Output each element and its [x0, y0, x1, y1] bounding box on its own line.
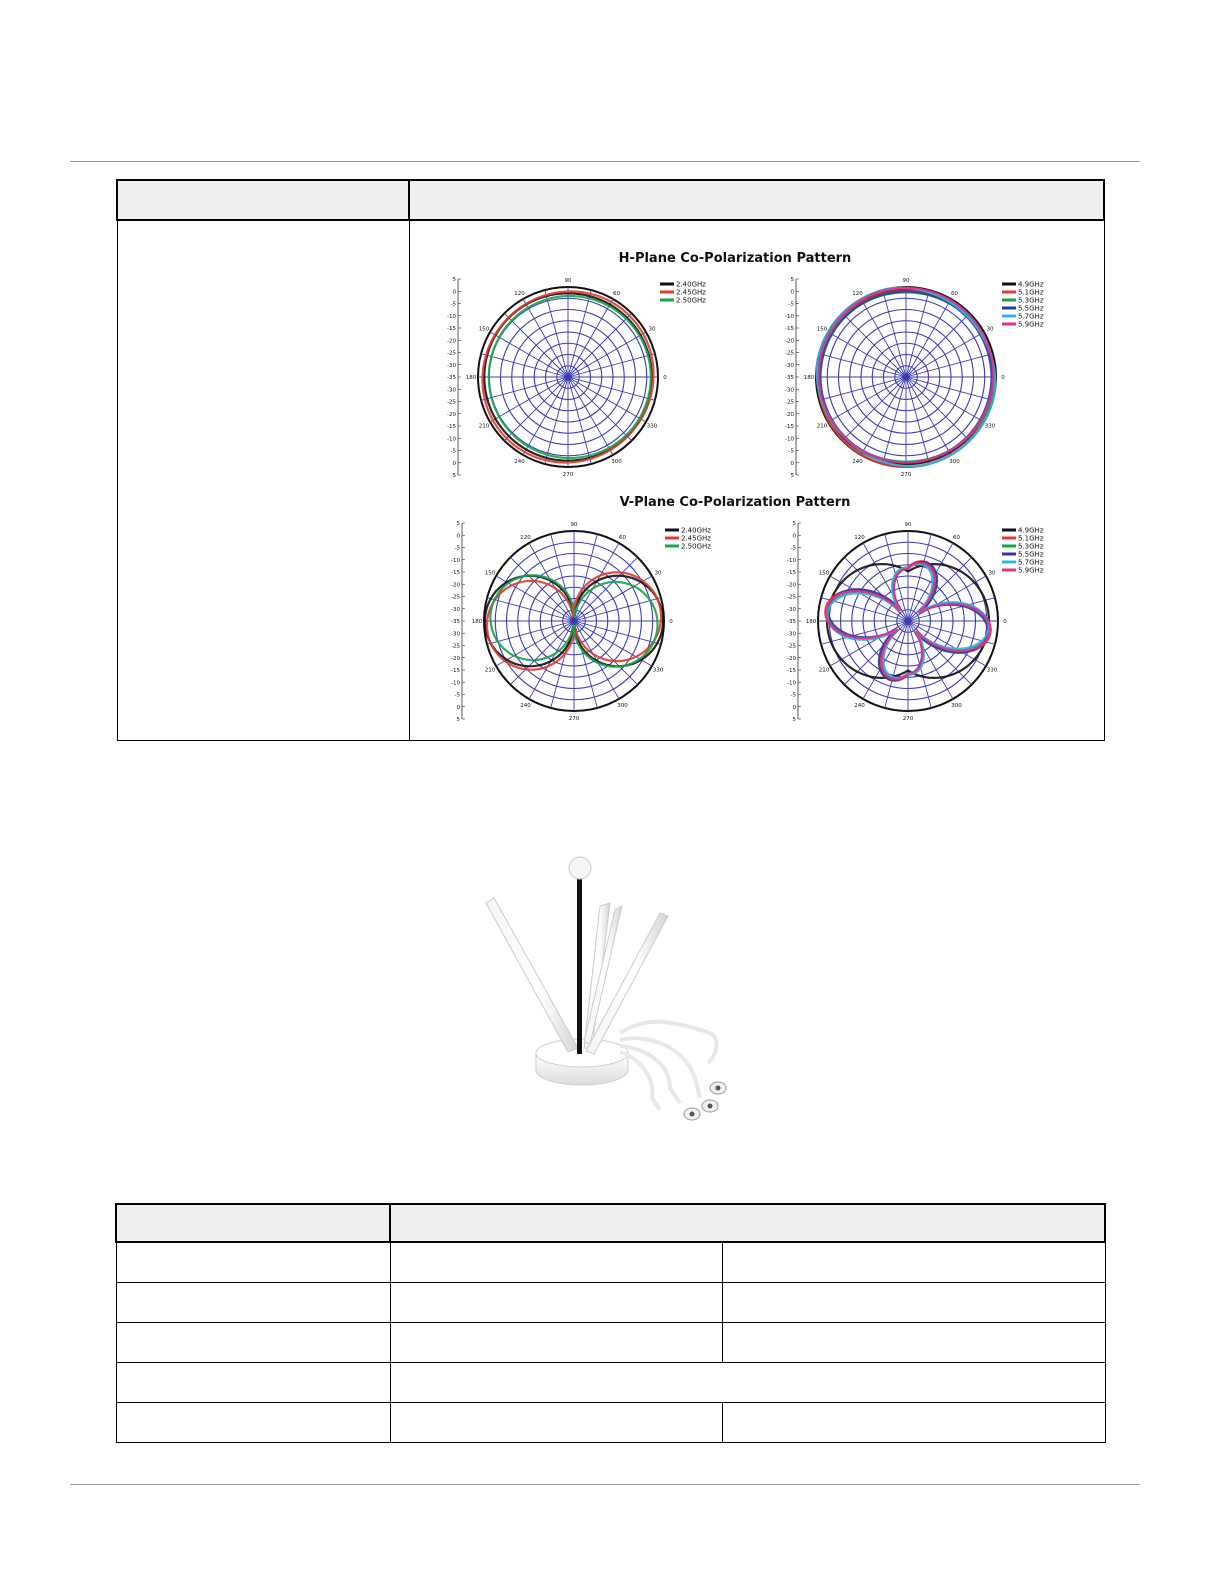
radial-tick-label: -20 — [451, 582, 460, 589]
radial-tick-label: -5 — [450, 448, 456, 455]
radial-tick-label: -20 — [451, 655, 460, 662]
radial-tick-label: -35 — [785, 375, 794, 381]
angle-label: 300 — [949, 459, 960, 466]
spec-table — [115, 1203, 1106, 1443]
table-cell — [116, 1322, 390, 1362]
radial-tick-label: -15 — [787, 570, 796, 576]
radial-tick-label: -20 — [785, 338, 794, 345]
radial-tick-label: 0 — [452, 460, 456, 467]
angle-label: 270 — [902, 716, 914, 722]
angle-label: 180 — [803, 375, 815, 381]
angle-label: 150 — [818, 570, 830, 577]
angle-label: 330 — [646, 423, 658, 430]
radial-tick-label: 0 — [790, 289, 794, 296]
table-cell — [116, 1242, 390, 1282]
table-row — [116, 1362, 1105, 1402]
angle-label: 180 — [805, 619, 817, 625]
radial-tick-label: -10 — [787, 680, 796, 687]
angle-label: 330 — [986, 667, 998, 674]
angle-label: 210 — [484, 667, 496, 674]
radial-tick-label: -25 — [785, 399, 794, 406]
legend-label: 5.5GHz — [1018, 304, 1044, 313]
radial-tick-label: -25 — [787, 594, 796, 601]
radial-tick-label: 5 — [792, 717, 796, 723]
pattern-table-header — [117, 180, 1104, 220]
angle-label: 240 — [520, 703, 531, 710]
table-row — [116, 1282, 1105, 1322]
radial-tick-label: -10 — [785, 313, 794, 320]
legend-label: 5.7GHz — [1018, 312, 1044, 321]
radial-tick-label: -30 — [447, 362, 456, 369]
radial-tick-label: 0 — [452, 289, 456, 296]
legend-label: 5.3GHz — [1018, 542, 1044, 551]
radial-tick-label: 0 — [792, 533, 796, 540]
table-cell — [116, 1282, 390, 1322]
radial-tick-label: -5 — [788, 448, 794, 455]
angle-label: 0 — [1001, 375, 1005, 381]
table-cell — [116, 1402, 390, 1442]
radial-tick-label: -25 — [451, 643, 460, 650]
angle-label: 240 — [854, 703, 865, 710]
radial-tick-label: -25 — [451, 594, 460, 601]
radial-tick-label: -35 — [451, 619, 460, 625]
radial-tick-label: 0 — [456, 704, 460, 711]
antenna-product-image — [470, 848, 760, 1133]
radial-tick-label: -20 — [447, 411, 456, 418]
pattern-table-header-cell — [117, 180, 409, 220]
legend-label: 2.50GHz — [676, 296, 706, 305]
radial-tick-label: 5 — [790, 473, 794, 479]
radial-tick-label: -5 — [450, 301, 456, 308]
radial-tick-label: -30 — [451, 631, 460, 638]
radial-tick-label: -10 — [447, 313, 456, 320]
legend-label: 4.9GHz — [1018, 526, 1044, 535]
table-cell — [390, 1402, 722, 1442]
radial-tick-label: -5 — [790, 692, 796, 699]
legend-label: 2.50GHz — [681, 542, 711, 551]
table-cell — [390, 1362, 1105, 1402]
radial-tick-label: 5 — [452, 277, 456, 283]
angle-label: 0 — [663, 375, 667, 381]
radial-tick-label: -30 — [787, 631, 796, 638]
angle-label: 240 — [514, 459, 525, 466]
radial-tick-label: 0 — [790, 460, 794, 467]
angle-label: 120 — [514, 290, 525, 297]
angle-label: 60 — [951, 290, 958, 297]
radial-tick-label: -25 — [447, 350, 456, 357]
angle-label: 60 — [953, 534, 960, 541]
radial-tick-label: -15 — [787, 668, 796, 674]
legend-label: 5.7GHz — [1018, 558, 1044, 567]
radial-tick-label: 0 — [792, 704, 796, 711]
angle-label: 300 — [611, 459, 622, 466]
radial-tick-label: -15 — [451, 570, 460, 576]
radial-tick-label: -20 — [787, 655, 796, 662]
angle-label: 180 — [465, 375, 477, 381]
angle-label: 210 — [478, 423, 490, 430]
angle-label: 120 — [854, 534, 865, 541]
pattern-table-header-cell — [409, 180, 1104, 220]
table-cell — [116, 1362, 390, 1402]
angle-label: 240 — [852, 459, 863, 466]
angle-label: 0 — [1003, 619, 1007, 625]
radial-tick-label: -15 — [447, 424, 456, 430]
angle-label: 30 — [648, 326, 656, 333]
angle-label: 60 — [613, 290, 620, 297]
angle-label: 60 — [619, 534, 626, 541]
angle-label: 30 — [988, 570, 996, 577]
table-cell — [722, 1282, 1105, 1322]
radial-tick-label: -15 — [785, 326, 794, 332]
radial-tick-label: 5 — [790, 277, 794, 283]
angle-label: 150 — [816, 326, 828, 333]
radial-tick-label: 5 — [456, 521, 460, 527]
table-cell — [722, 1242, 1105, 1282]
radial-tick-label: 5 — [792, 521, 796, 527]
angle-label: 180 — [471, 619, 483, 625]
angle-label: 90 — [904, 522, 912, 528]
pattern-label-cell — [117, 220, 409, 740]
angle-label: 210 — [816, 423, 828, 430]
spec-table-header-cell — [390, 1204, 1105, 1242]
radial-tick-label: -25 — [447, 399, 456, 406]
angle-label: 270 — [562, 472, 574, 478]
angle-label: 90 — [564, 278, 572, 284]
radial-tick-label: 0 — [456, 533, 460, 540]
radial-tick-label: -15 — [785, 424, 794, 430]
angle-label: 210 — [818, 667, 830, 674]
table-cell — [390, 1242, 722, 1282]
radial-tick-label: -35 — [447, 375, 456, 381]
angle-label: 270 — [568, 716, 580, 722]
spec-table-header — [116, 1204, 1105, 1242]
radial-tick-label: -10 — [785, 436, 794, 443]
radial-tick-label: -30 — [785, 362, 794, 369]
angle-label: 150 — [478, 326, 490, 333]
radial-tick-label: -20 — [447, 338, 456, 345]
angle-label: 30 — [654, 570, 662, 577]
radial-tick-label: -15 — [447, 326, 456, 332]
table-row — [116, 1402, 1105, 1442]
angle-label: 120 — [520, 534, 531, 541]
table-row — [116, 1322, 1105, 1362]
angle-label: 330 — [984, 423, 996, 430]
h-plane-title: H-Plane Co-Polarization Pattern — [618, 251, 852, 266]
angle-label: 90 — [570, 522, 578, 528]
angle-label: 270 — [900, 472, 912, 478]
header-rule — [70, 161, 1140, 162]
radial-tick-label: -30 — [451, 606, 460, 613]
radial-tick-label: -5 — [790, 545, 796, 552]
radial-tick-label: -10 — [787, 557, 796, 564]
radial-tick-label: -10 — [451, 557, 460, 564]
radial-tick-label: -30 — [785, 387, 794, 394]
radial-tick-label: -30 — [447, 387, 456, 394]
radial-tick-label: -10 — [447, 436, 456, 443]
v-plane-title: V-Plane Co-Polarization Pattern — [619, 495, 851, 510]
angle-label: 30 — [986, 326, 994, 333]
radiation-pattern-figure — [440, 240, 1060, 726]
table-cell — [722, 1322, 1105, 1362]
footer-rule — [70, 1484, 1140, 1485]
table-cell — [390, 1282, 722, 1322]
radial-tick-label: -20 — [785, 411, 794, 418]
legend-label: 2.40GHz — [681, 526, 711, 535]
radial-tick-label: -35 — [787, 619, 796, 625]
legend-label: 5.5GHz — [1018, 550, 1044, 559]
legend-label: 2.45GHz — [676, 288, 706, 297]
legend-label: 4.9GHz — [1018, 280, 1044, 289]
table-row — [116, 1242, 1105, 1282]
legend-label: 5.9GHz — [1018, 566, 1044, 575]
radial-tick-label: -25 — [787, 643, 796, 650]
legend-label: 5.3GHz — [1018, 296, 1044, 305]
radial-tick-label: -25 — [785, 350, 794, 357]
radial-tick-label: 5 — [456, 717, 460, 723]
spec-table-header-cell — [116, 1204, 390, 1242]
angle-label: 120 — [852, 290, 863, 297]
radial-tick-label: -10 — [451, 680, 460, 687]
angle-label: 300 — [951, 703, 962, 710]
radial-tick-label: -20 — [787, 582, 796, 589]
radial-tick-label: -5 — [454, 692, 460, 699]
table-cell — [390, 1322, 722, 1362]
angle-label: 300 — [617, 703, 628, 710]
angle-label: 0 — [669, 619, 673, 625]
legend-label: 2.45GHz — [681, 534, 711, 543]
radial-tick-label: -5 — [454, 545, 460, 552]
table-cell — [722, 1402, 1105, 1442]
angle-label: 150 — [484, 570, 496, 577]
legend-label: 5.1GHz — [1018, 288, 1044, 297]
angle-label: 330 — [652, 667, 664, 674]
radial-tick-label: 5 — [452, 473, 456, 479]
legend-label: 5.1GHz — [1018, 534, 1044, 543]
angle-label: 90 — [902, 278, 910, 284]
legend-label: 2.40GHz — [676, 280, 706, 289]
legend-label: 5.9GHz — [1018, 320, 1044, 329]
radial-tick-label: -30 — [787, 606, 796, 613]
radial-tick-label: -15 — [451, 668, 460, 674]
radial-tick-label: -5 — [788, 301, 794, 308]
